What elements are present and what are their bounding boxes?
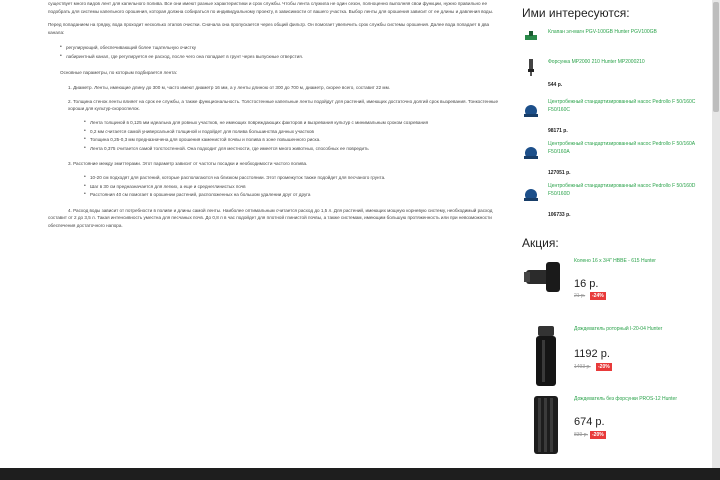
- bullet-list: [48, 44, 500, 60]
- list-item: • Лента 0,375 считается самой толстостенной. Она подходит для местности, где имеется много животных, способных ее повредить: [84, 145, 500, 153]
- numbered-item: 1. Диаметр. Ленты, имеющие длину до 300 м, часто имеют диаметр 16 мм, а у ленты длиною от 300 до 700 м, диаметр, скорее всего, составит 22 мм.: [68, 85, 391, 91]
- scrollbar-thumb[interactable]: [713, 2, 719, 112]
- promo-name[interactable]: Колено 16 x 3/4" HBBE - 615 Hunter: [574, 258, 656, 264]
- discount-badge: -20%: [592, 432, 604, 438]
- promo-item[interactable]: [522, 326, 712, 386]
- pump-icon: [522, 144, 540, 162]
- list-item: • лабиринтный канал, где регулируется ее расход, после чего она попадает в грунт через выпускные отверстия.: [60, 53, 500, 61]
- spray-body-icon: [522, 396, 570, 454]
- list-item: • Шаг в 30 см предназначается для легких, а еще и среднеглинистых почв: [84, 183, 500, 191]
- promo-item[interactable]: [522, 258, 712, 308]
- list-item: • Лента толщиной в 0,125 мм идеальна для ровных участков, не имеющих повреждающих факторов и вызревания культур с минимальным сроком созревания: [84, 119, 500, 127]
- promo-price: 674 р.: [574, 416, 605, 428]
- product-price: 544 р.: [548, 82, 563, 88]
- numbered-item: 4. Расход воды зависит от потребности в поливе и длины самой ленты. Наиболее оптимальным считается расход до 1,5 л. Для растений, имеющих мощную корневую систему, необходимый расход составит от 2 до 3,5 л. Такая интенсивность уместна для песчаных почв. До 0,8 л в час подойдет для плотной глинистой почвы, а также системам, имеющим большую протяженность или при невозможности обеспечения достаточного напора.: [48, 207, 493, 228]
- product-item[interactable]: [522, 98, 712, 136]
- product-item[interactable]: [522, 140, 712, 178]
- list-item: • Расстояния 40 см помогает в орошении растений, расположенных на большом удалении друг от друга: [84, 191, 500, 199]
- product-item[interactable]: [522, 58, 712, 88]
- elbow-fitting-icon: [522, 258, 570, 298]
- promo-name[interactable]: Дождеватель без форсунки PROS-12 Hunter: [574, 396, 678, 402]
- discount-badge: -20%: [598, 364, 610, 370]
- promo-old-price: 839 р.: [574, 432, 588, 438]
- list-item: • 10-20 см подходят для растений, которые располагаются на близком расстоянии. Этот промежуток также подойдет для песчаного грунта.: [84, 174, 500, 182]
- valve-icon: [522, 28, 540, 46]
- bullet-list: [72, 174, 500, 199]
- nozzle-icon: [522, 58, 540, 76]
- product-name[interactable]: Центробежный стандартизированный насос Pedrollo F 50/160C F50/160C: [548, 99, 696, 113]
- promo-price: 16 р.: [574, 278, 599, 290]
- promo-name[interactable]: Дождеватель роторный I-20-04 Hunter: [574, 326, 663, 332]
- pump-icon: [522, 102, 540, 120]
- rotor-sprinkler-icon: [522, 326, 570, 386]
- product-name[interactable]: Форсунка MP2000 210 Hunter MP2000210: [548, 59, 645, 65]
- bullet-list: [72, 119, 500, 152]
- promo-price: 1192 р.: [574, 348, 610, 360]
- pump-icon: [522, 186, 540, 204]
- product-name[interactable]: Клапан эл-магн PGV-100GB Hunter PGV100GB: [548, 29, 657, 35]
- article-paragraph: существует много видов лент для капельного полива. Все они имеют разные характеристики и срок службы. Чтобы лента служила не один сезон, полноценно выполняя свои функции, нужно правильно ее подобрать для системы капельного орошения, которая должна собираться по индивидуальному проекту, в зависимости от вашего участка. Выбор ленты для орошения зависит от ее длины и давления воды.: [48, 1, 494, 14]
- article-body: [48, 0, 500, 235]
- promo-old-price: 21 р.: [574, 293, 586, 299]
- article-paragraph: Основные параметры, по которым подбирается лента:: [60, 69, 178, 75]
- list-item: • регулирующий, обеспечивающий более тщательную очистку: [60, 44, 500, 52]
- product-item[interactable]: [522, 182, 712, 220]
- promo-title: Акция:: [522, 236, 559, 250]
- product-price: 127051 р.: [548, 170, 571, 176]
- list-item: • Толщина 0,25-0,3 мм предназначена для орошения каменистой почвы и полива в зоне повышенного риска.: [84, 136, 500, 144]
- product-price: 98171 р.: [548, 128, 568, 134]
- list-item: • 0,2 мм считается самой универсальной толщиной и подойдет для полива большинства дачных участков: [84, 128, 500, 136]
- product-price: 106733 р.: [548, 212, 571, 218]
- discount-badge: -24%: [592, 293, 604, 299]
- product-name[interactable]: Центробежный стандартизированный насос Pedrollo F 50/160D F50/160D: [548, 183, 696, 197]
- numbered-item: 3. Расстояние между эмиттерами. Этот параметр зависит от частоты посадки и необходимости частого полива.: [68, 161, 308, 167]
- product-name[interactable]: Центробежный стандартизированный насос Pedrollo F 50/160A F50/160A: [548, 141, 695, 155]
- promo-old-price: 1493 р.: [574, 364, 591, 370]
- numbered-item: 2. Толщина стенок ленты влияет на срок ее службы, а также функциональность. Толстостенные капельные ленты подойдут для растений, имеющих достаточно долгий срок вызревания. Тонкостенные хороши для культур-скороспелок.: [68, 98, 499, 112]
- promo-item[interactable]: [522, 396, 712, 456]
- product-item[interactable]: [522, 28, 712, 48]
- article-paragraph: Перед попаданием на грядку, вода проходит несколько этапов очистки. Сначала она пропускается через общий фильтр. Он помогает увеличить срок службы системы орошения. Далее вода попадает в два канала:: [48, 22, 490, 35]
- interest-title: Ими интересуются:: [522, 6, 630, 20]
- footer: [0, 468, 720, 480]
